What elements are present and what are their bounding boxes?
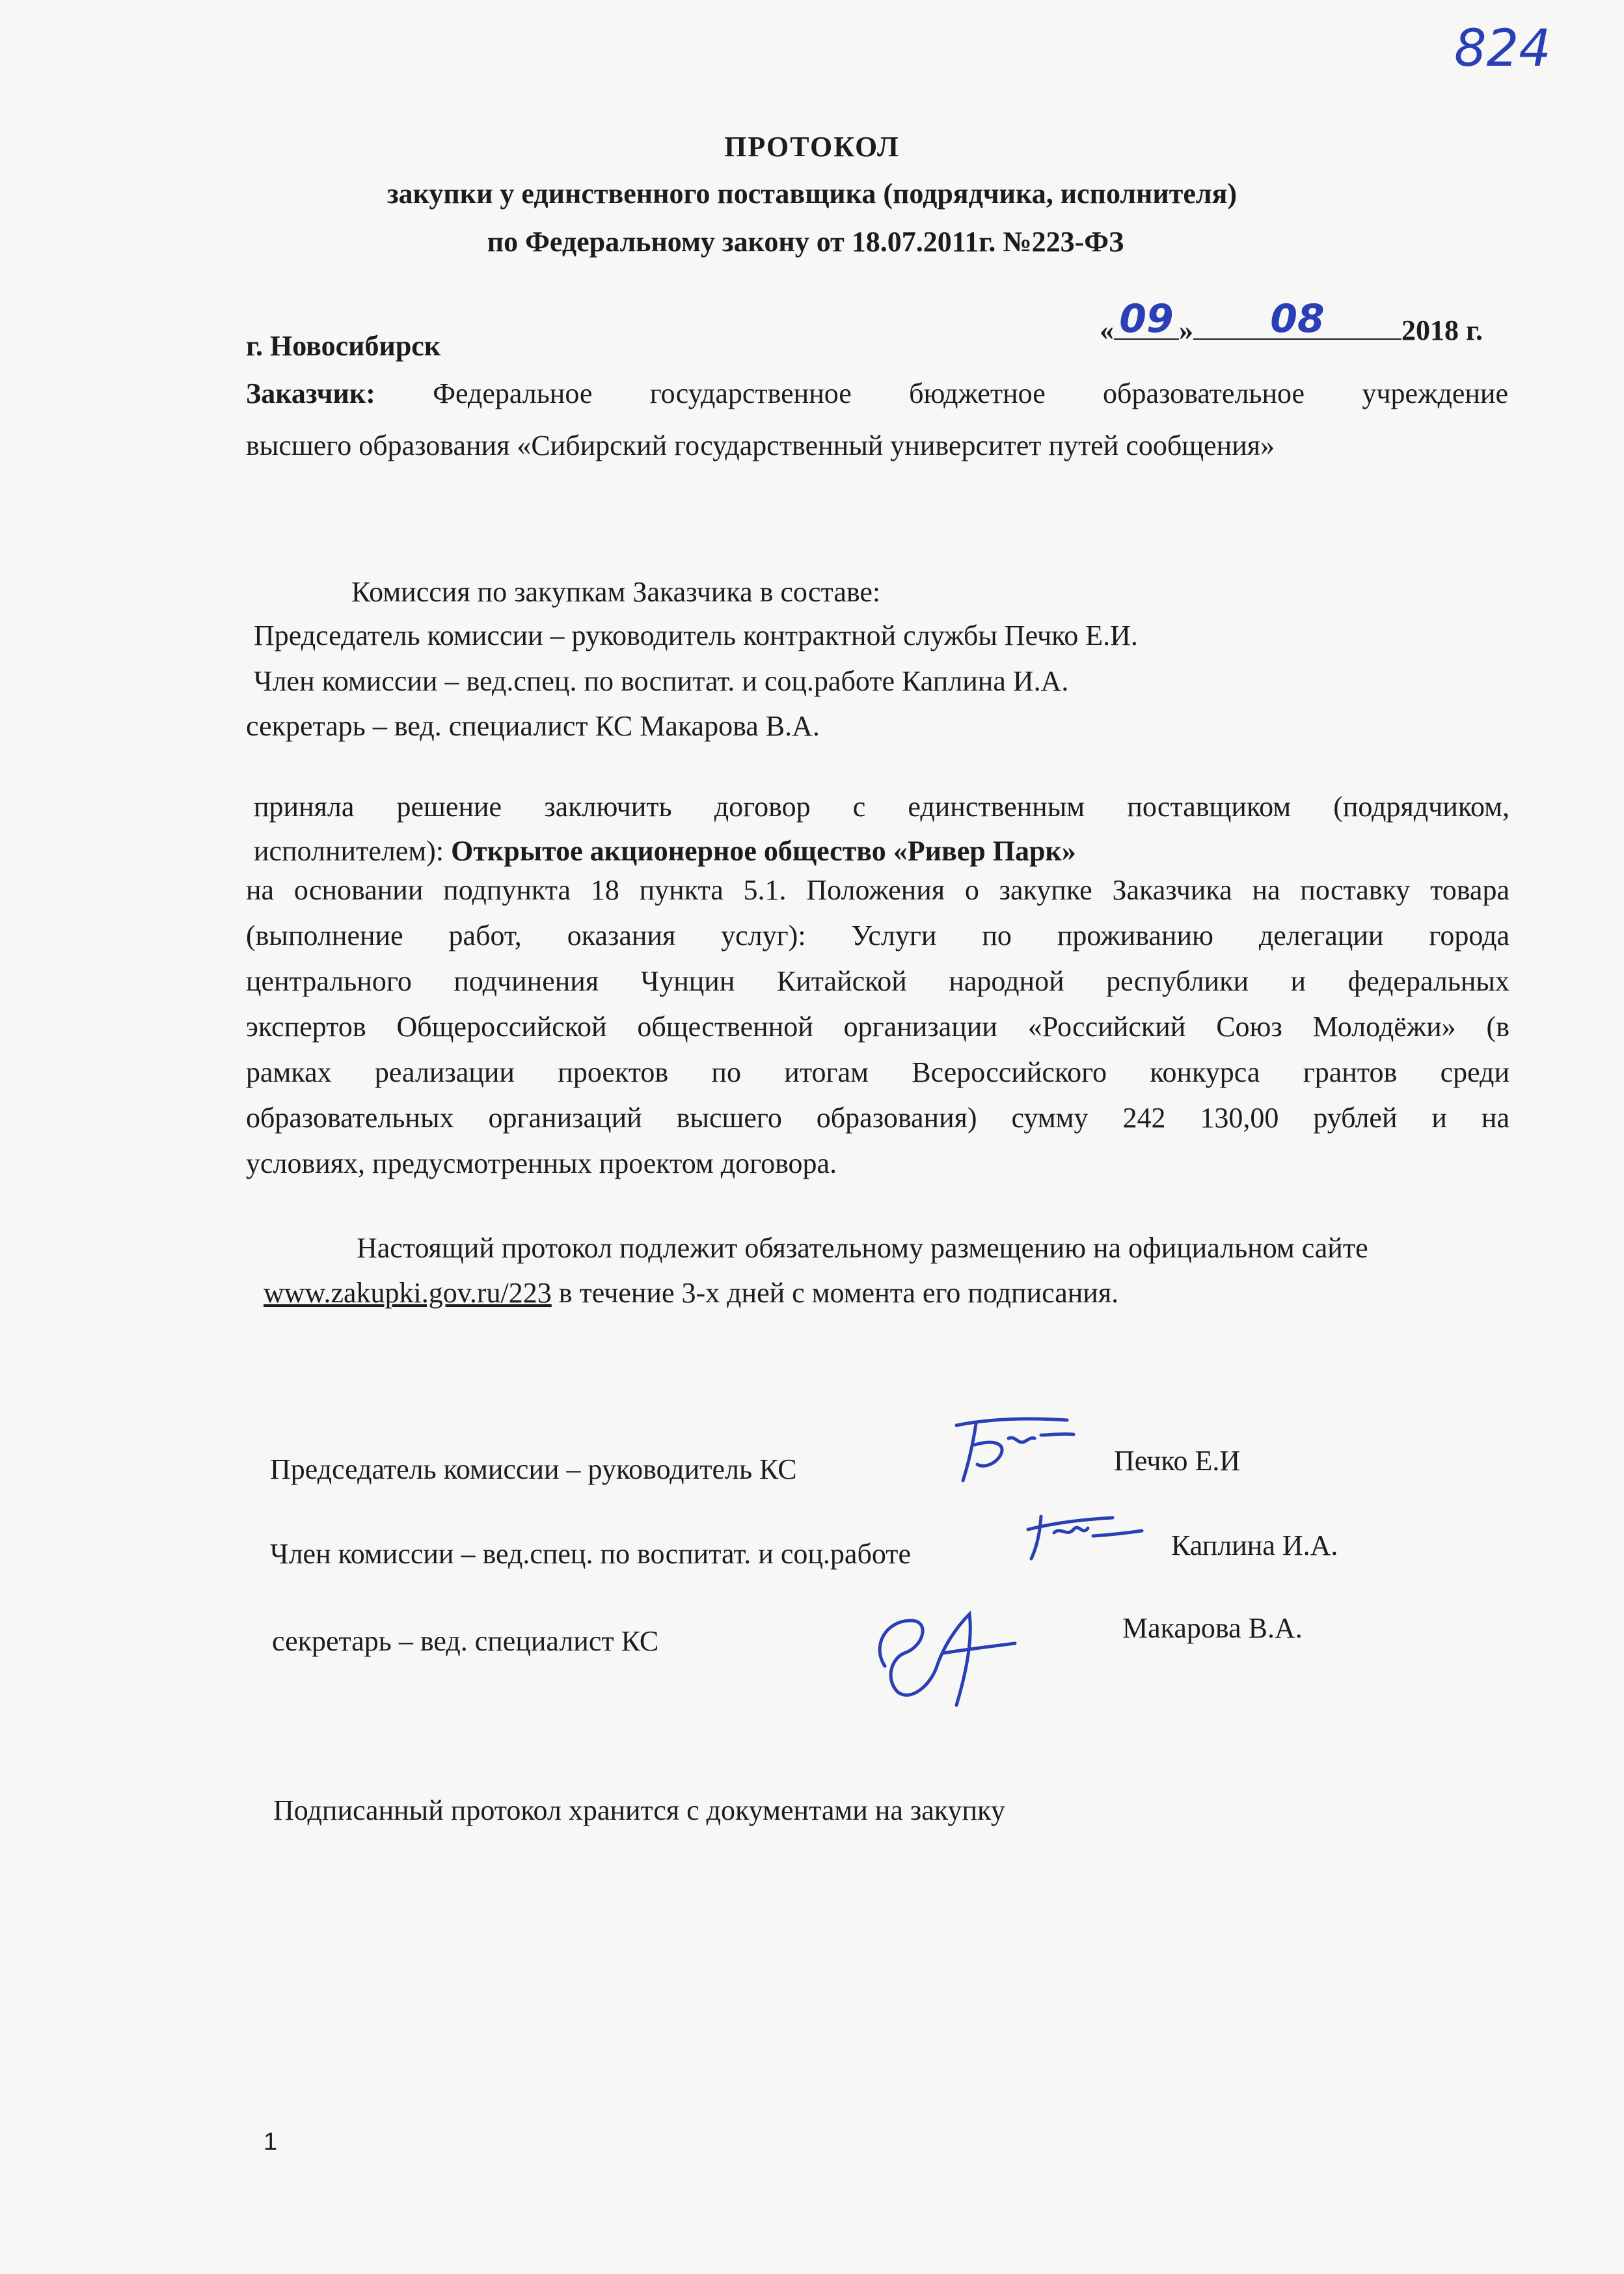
date-line xyxy=(1100,296,1483,350)
decision-line: центрального подчинения Чунцин Китайской народной республики и федеральных xyxy=(246,965,1509,997)
date-day-field xyxy=(1114,296,1179,342)
commission-member: Член комиссии – вед.спец. по воспитат. и соц.работе Каплина И.А. xyxy=(254,665,1069,697)
commission-member: Председатель комиссии – руководитель контрактной службы Печко Е.И. xyxy=(254,620,1138,651)
publication-rest: в течение 3-х дней с момента его подписания. xyxy=(551,1277,1119,1309)
document-title: ПРОТОКОЛ xyxy=(724,131,900,163)
document-subtitle-1: закупки у единственного поставщика (подрядчика, исполнителя) xyxy=(386,178,1238,210)
signature-name: Макарова В.А. xyxy=(1122,1612,1303,1644)
signature-name: Каплина И.А. xyxy=(1171,1529,1338,1561)
decision-line: рамках реализации проектов по итогам Всероссийского конкурса грантов среди xyxy=(246,1056,1509,1088)
decision-line: приняла решение заключить договор с единственным поставщиком (подрядчиком, xyxy=(254,791,1509,823)
date-open-quote: « xyxy=(1100,314,1114,346)
date-close-quote: » xyxy=(1179,314,1193,346)
date-day: 09 xyxy=(1119,296,1174,342)
date-month-field xyxy=(1193,296,1401,342)
signature-name: Печко Е.И xyxy=(1114,1445,1241,1477)
place: г. Новосибирск xyxy=(246,330,441,362)
signature-role: Член комиссии – вед.спец. по воспитат. и соц.работе xyxy=(270,1538,912,1570)
signature-role: секретарь – вед. специалист КС xyxy=(272,1625,659,1657)
decision-line: экспертов Общероссийской общественной организации «Российский Союз Молодёжи» (в xyxy=(246,1011,1509,1043)
customer-label: Заказчик: xyxy=(246,377,375,409)
publication-line-2 xyxy=(264,1274,1118,1313)
footer-note: Подписанный протокол хранится с документами на закупку xyxy=(273,1794,1005,1826)
signature-mark xyxy=(859,1588,1028,1718)
document-subtitle-2: по Федеральному закону от 18.07.2011г. №223-ФЗ xyxy=(487,226,1124,258)
decision-line: образовательных организаций высшего образования) сумму 242 130,00 рублей и на xyxy=(246,1102,1509,1134)
customer-line-1 xyxy=(246,374,1508,413)
commission-member: секретарь – вед. специалист КС Макарова В.А. xyxy=(246,710,820,742)
corner-note: 824 xyxy=(1454,20,1551,78)
signature-mark xyxy=(1015,1497,1145,1569)
decision-line: на основании подпункта 18 пункта 5.1. Положения о закупке Заказчика на поставку товара xyxy=(246,874,1509,906)
decision-last-line: условиях, предусмотренных проектом договора. xyxy=(246,1147,837,1179)
publication-line-1: Настоящий протокол подлежит обязательному размещению на официальном сайте xyxy=(357,1232,1368,1264)
customer-text-1: Федеральное государственное бюджетное образовательное учреждение xyxy=(433,377,1508,409)
publication-link[interactable]: www.zakupki.gov.ru/223 xyxy=(264,1277,552,1309)
signature-role: Председатель комиссии – руководитель КС xyxy=(270,1453,797,1485)
decision-supplier-line xyxy=(254,832,1076,871)
supplier-name: Открытое акционерное общество «Ривер Парк» xyxy=(451,835,1076,867)
page-number: 1 xyxy=(264,2128,278,2156)
customer-line-2: высшего образования «Сибирский государственный университет путей сообщения» xyxy=(246,430,1275,461)
decision-line: (выполнение работ, оказания услуг): Услуги по проживанию делегации города xyxy=(246,920,1509,952)
decision-supplier-prefix: исполнителем): xyxy=(254,835,452,867)
signature-mark xyxy=(937,1406,1080,1490)
date-year: 2018 г. xyxy=(1401,314,1483,346)
date-month: 08 xyxy=(1270,296,1325,342)
commission-intro: Комиссия по закупкам Заказчика в составе: xyxy=(351,576,881,608)
